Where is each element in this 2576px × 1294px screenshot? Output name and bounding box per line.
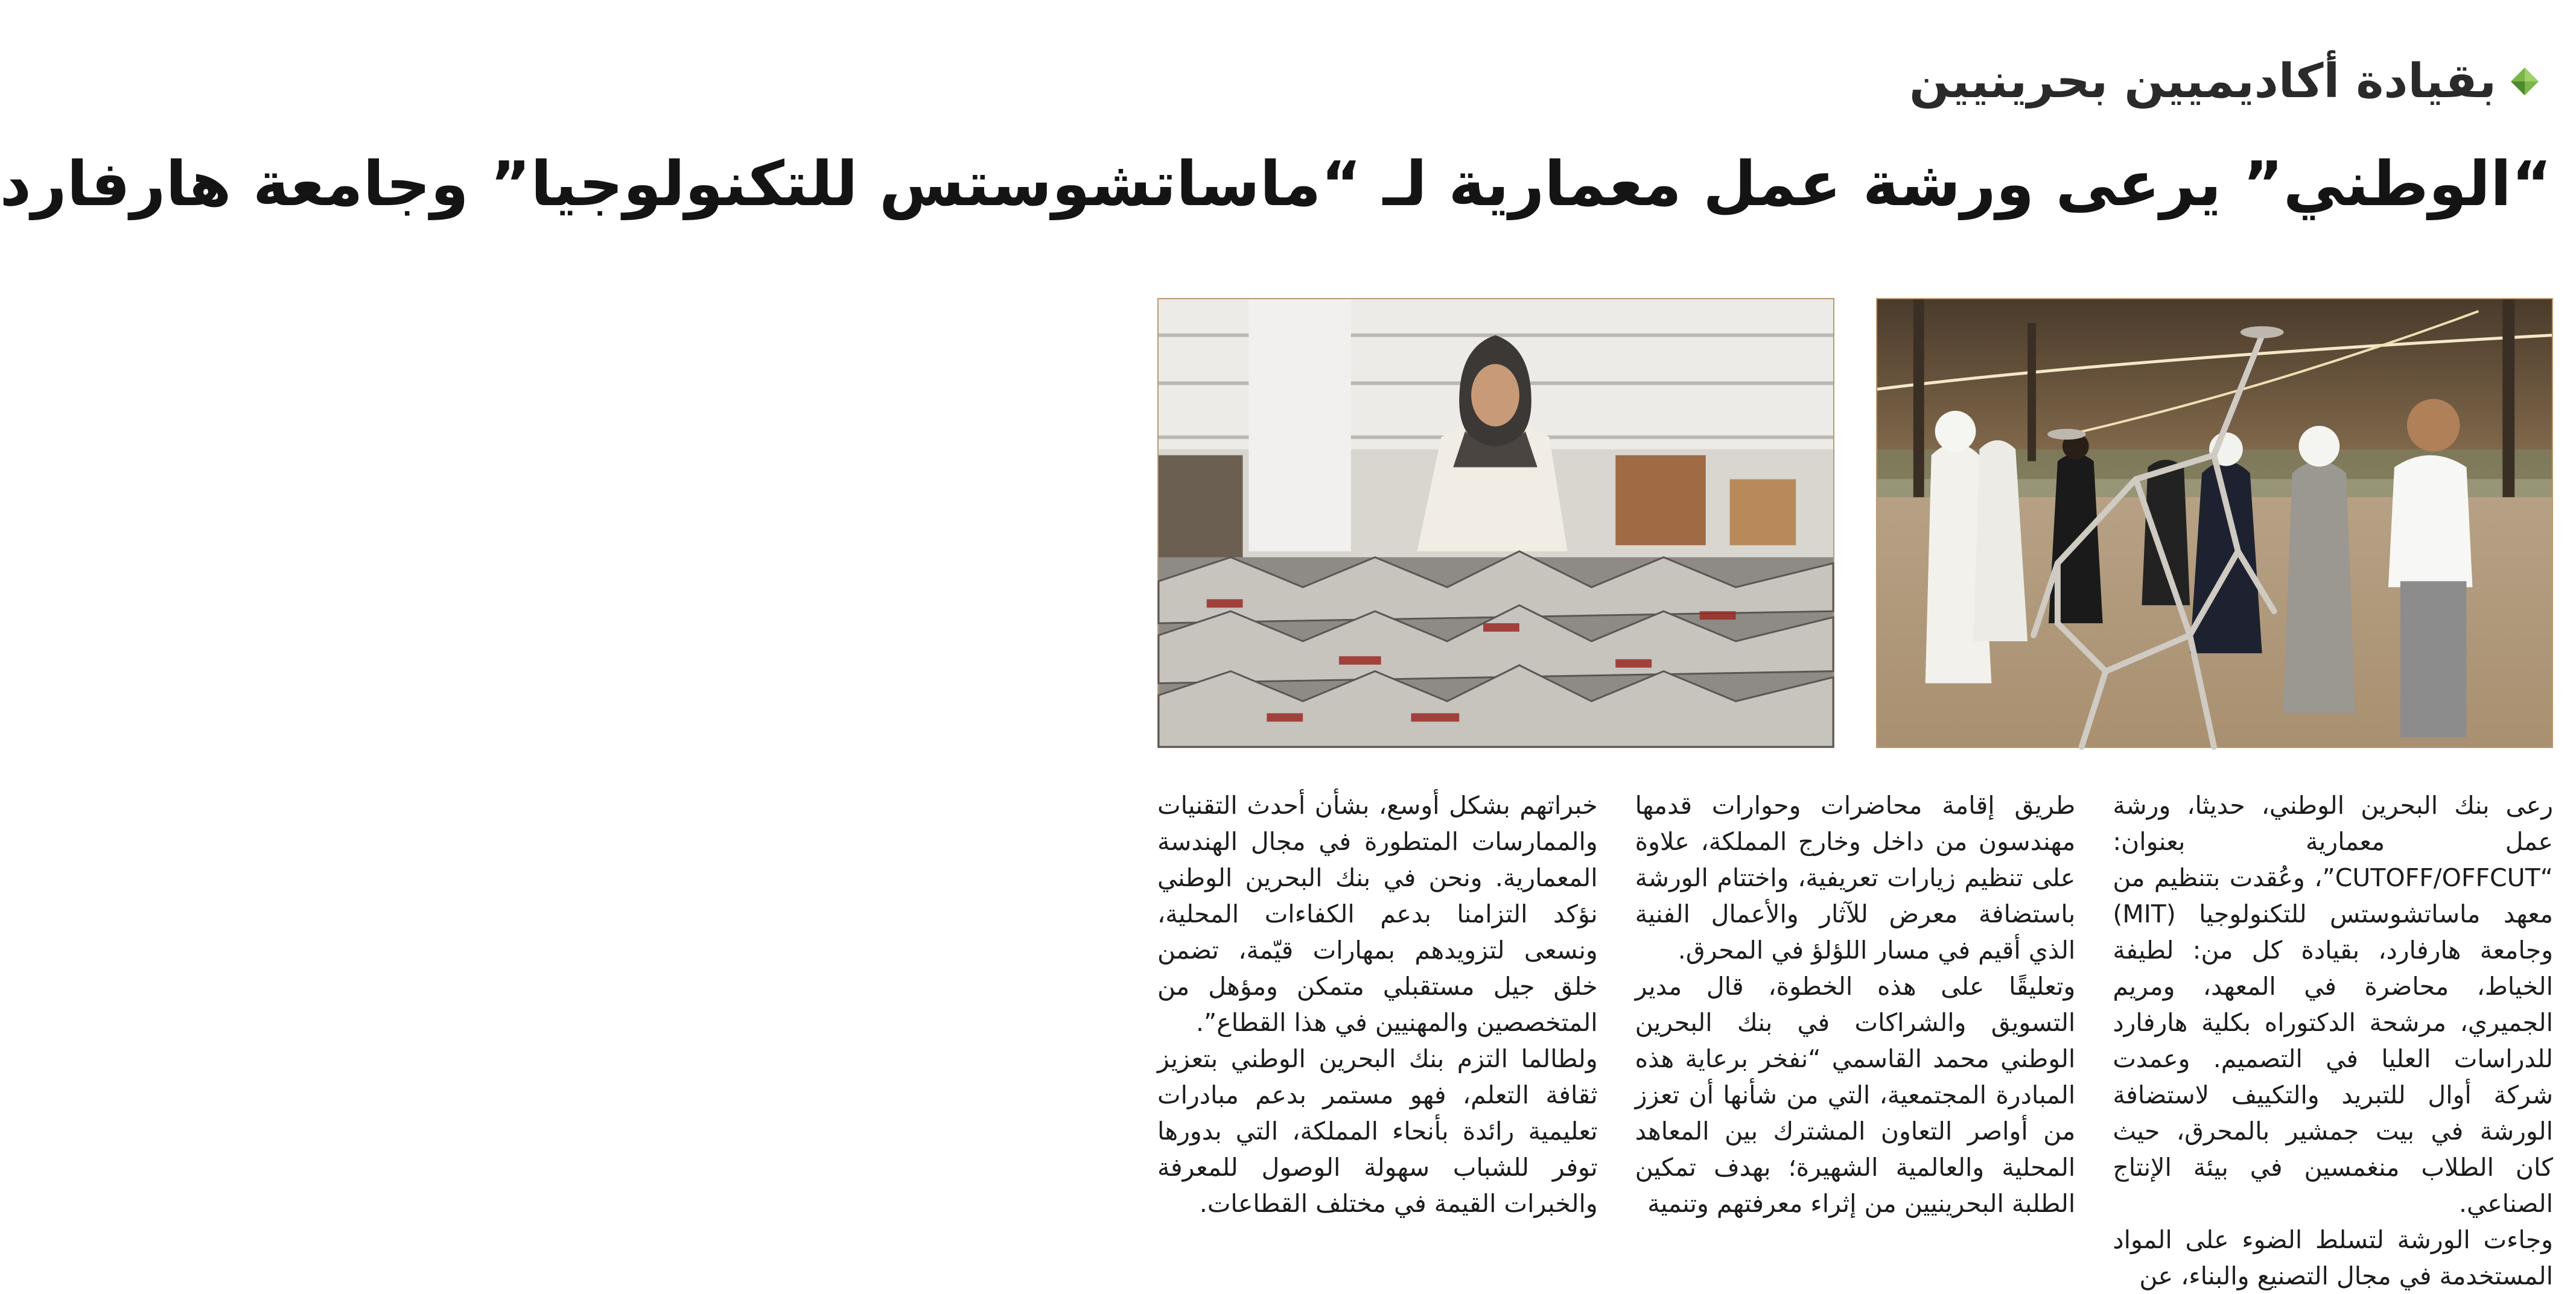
exhibition-visit-photo-image — [1877, 299, 2552, 747]
exhibition-visit-photo — [1876, 298, 2553, 748]
article-column-2 — [1635, 787, 2076, 1218]
headline: “الوطني” يرعى ورشة عمل معمارية لـ “ماساتشوستس للتكنولوجيا” وجامعة هارفارد — [0, 148, 2552, 220]
paragraph: خبراتهم بشكل أوسع، بشأن أحدث التقنيات والممارسات المتطورة في مجال الهندسة المعمارية. ونحن في بنك البحرين الوطني نؤكد التزامنا بدعم الكفاءات المحلية، ونسعى لتزويدهم بمهارات قيّمة، تضمن خلق جيل مستقبلي متمكن ومؤهل من المتخصصين والمهنيين في هذا القطاع”. — [1157, 791, 1598, 1037]
green-diamond-icon — [2510, 66, 2540, 97]
article-column-1 — [2113, 787, 2553, 1290]
workshop-woman-photo — [1157, 298, 1834, 748]
paragraph: وتعليقًا على هذه الخطوة، قال مدير التسويق والشراكات في بنك البحرين الوطني محمد القاسمي “نفخر برعاية هذه المبادرة المجتمعية، التي من شأنها أن تعزز من أواصر التعاون المشترك بين المعاهد المحلية والعالمية الشهيرة؛ بهدف تمكين الطلبة البحرينيين من إثراء معرفتهم وتنمية — [1635, 972, 2076, 1218]
article-body — [1157, 787, 2553, 1290]
kicker — [1909, 54, 2540, 109]
paragraph: رعى بنك البحرين الوطني، حديثا، ورشة عمل معمارية بعنوان: “CUTOFF/OFFCUT”، وعُقدت بتنظيم من معهد ماساتشوستس للتكنولوجيا (MIT) وجامعة هارفارد، بقيادة كل من: لطيفة الخياط، محاضرة في المعهد، ومريم الجميري، مرشحة الدكتوراه بكلية هارفارد للدراسات العليا في التصميم. وعمدت شركة أوال للتبريد والتكييف لاستضافة الورشة في بيت جمشير بالمحرق، حيث كان الطلاب منغمسين في بيئة الإنتاج الصناعي. — [2113, 791, 2553, 1218]
workshop-woman-photo-image — [1159, 299, 1833, 747]
paragraph: ولطالما التزم بنك البحرين الوطني بتعزيز ثقافة التعلم، فهو مستمر بدعم مبادرات تعليمية رائدة بأنحاء المملكة، التي بدورها توفر للشباب سهولة الوصول للمعرفة والخبرات القيمة في مختلف القطاعات. — [1157, 1044, 1598, 1218]
article-column-3 — [1157, 787, 1598, 1218]
kicker-text: بقيادة أكاديميين بحرينيين — [1909, 54, 2496, 109]
paragraph: طريق إقامة محاضرات وحوارات قدمها مهندسون من داخل وخارج المملكة، علاوة على تنظيم زيارات تعريفية، واختتام الورشة باستضافة معرض للآثار والأعمال الفنية الذي أقيم في مسار اللؤلؤ في المحرق. — [1635, 791, 2076, 965]
paragraph: وجاءت الورشة لتسلط الضوء على المواد المستخدمة في مجال التصنيع والبناء، عن — [2113, 1225, 2553, 1290]
